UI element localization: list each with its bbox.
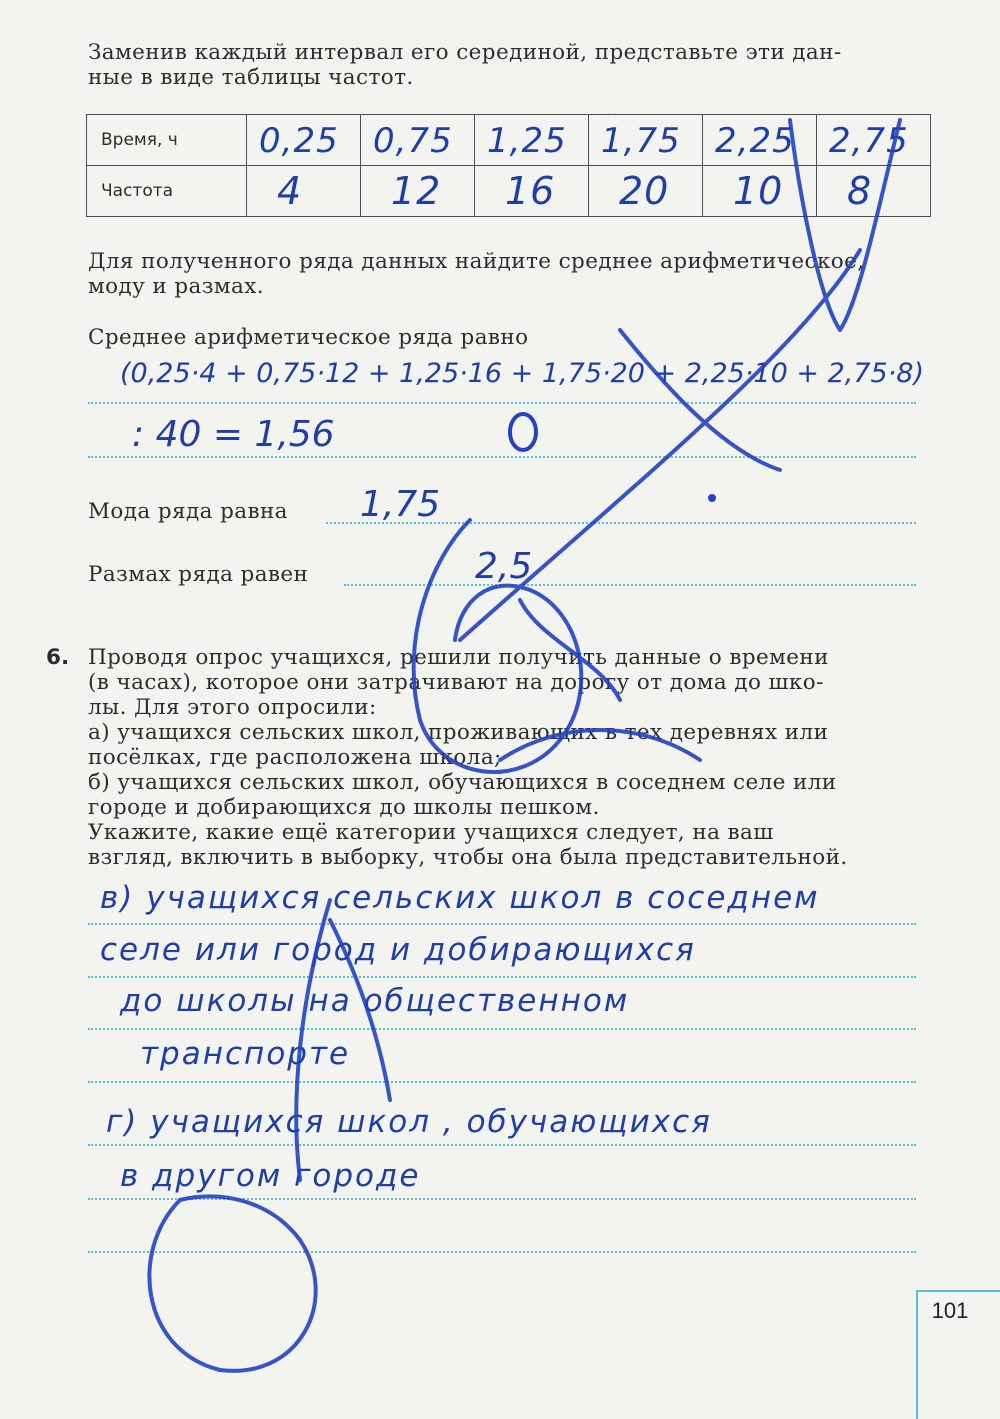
handwritten-answer: селе или город и добирающихся	[100, 932, 696, 968]
task-line-2: моду и размах.	[88, 274, 264, 299]
answer-line	[88, 1144, 916, 1146]
answer-line	[88, 456, 916, 458]
mean-result: : 40 = 1,56	[132, 414, 335, 455]
handwritten-answer: в) учащихся сельских школ в соседнем	[100, 880, 820, 916]
task6-line: взгляд, включить в выборку, чтобы она была представительной.	[88, 845, 848, 870]
table-row-time	[87, 115, 931, 166]
table-row-frequency	[87, 166, 931, 217]
range-label: Размах ряда равен	[88, 562, 309, 587]
frequency-cell: 4	[277, 169, 303, 213]
task6-line: лы. Для этого опросили:	[88, 695, 377, 720]
time-cell: 1,75	[601, 121, 681, 161]
handwritten-answer: в другом городе	[120, 1158, 421, 1194]
task-number: 6.	[46, 645, 70, 670]
intro-line-1: Заменив каждый интервал его серединой, представьте эти дан-	[88, 40, 842, 65]
page-number: 101	[931, 1298, 969, 1323]
handwritten-answer: до школы на общественном	[120, 983, 630, 1019]
mean-label: Среднее арифметическое ряда равно	[88, 325, 529, 350]
handwritten-answer: транспорте	[140, 1036, 351, 1072]
answer-line	[88, 1251, 916, 1253]
answer-line	[88, 1081, 916, 1083]
answer-line	[344, 584, 916, 586]
mode-value: 1,75	[360, 484, 441, 525]
mode-label: Мода ряда равна	[88, 499, 288, 524]
mean-formula: (0,25·4 + 0,75·12 + 1,25·16 + 1,75·20 + 2,25·10 + 2,75·8)	[120, 358, 924, 389]
frequency-cell: 12	[391, 169, 442, 213]
frequency-cell: 8	[847, 169, 873, 213]
bleed-through-text: …	[600, 100, 617, 119]
frequency-cell: 10	[733, 169, 784, 213]
task-line-1: Для полученного ряда данных найдите среднее арифметическое,	[88, 249, 865, 274]
task6-line: Проводя опрос учащихся, решили получить данные о времени	[88, 645, 829, 670]
answer-line	[88, 1198, 916, 1200]
time-cell: 0,75	[373, 121, 453, 161]
time-cell: 2,75	[829, 121, 909, 161]
frequency-table	[86, 114, 931, 217]
task6-line: б) учащихся сельских школ, обучающихся в соседнем селе или	[88, 770, 837, 795]
range-value: 2,5	[475, 546, 533, 587]
time-cell: 0,25	[259, 121, 339, 161]
task6-line: посёлках, где расположена школа;	[88, 745, 502, 770]
task6-line: (в часах), которое они затрачивают на дорогу от дома до шко-	[88, 670, 824, 695]
handwritten-answer: г) учащихся школ , обучающихся	[106, 1104, 712, 1140]
row-label-time: Время, ч	[87, 115, 247, 166]
answer-line	[88, 402, 916, 404]
intro-line-2: ные в виде таблицы частот.	[88, 65, 414, 90]
frequency-cell: 16	[505, 169, 556, 213]
frequency-cell: 20	[619, 169, 670, 213]
task6-line: Укажите, какие ещё категории учащихся следует, на ваш	[88, 820, 774, 845]
task6-line: городе и добирающихся до школы пешком.	[88, 795, 600, 820]
time-cell: 1,25	[487, 121, 567, 161]
answer-line	[88, 1028, 916, 1030]
answer-line	[88, 923, 916, 925]
task6-line: а) учащихся сельских школ, проживающих в тех деревнях или	[88, 720, 829, 745]
time-cell: 2,25	[715, 121, 795, 161]
row-label-frequency: Частота	[87, 166, 247, 217]
answer-line	[88, 976, 916, 978]
page-number-box	[916, 1290, 1000, 1419]
